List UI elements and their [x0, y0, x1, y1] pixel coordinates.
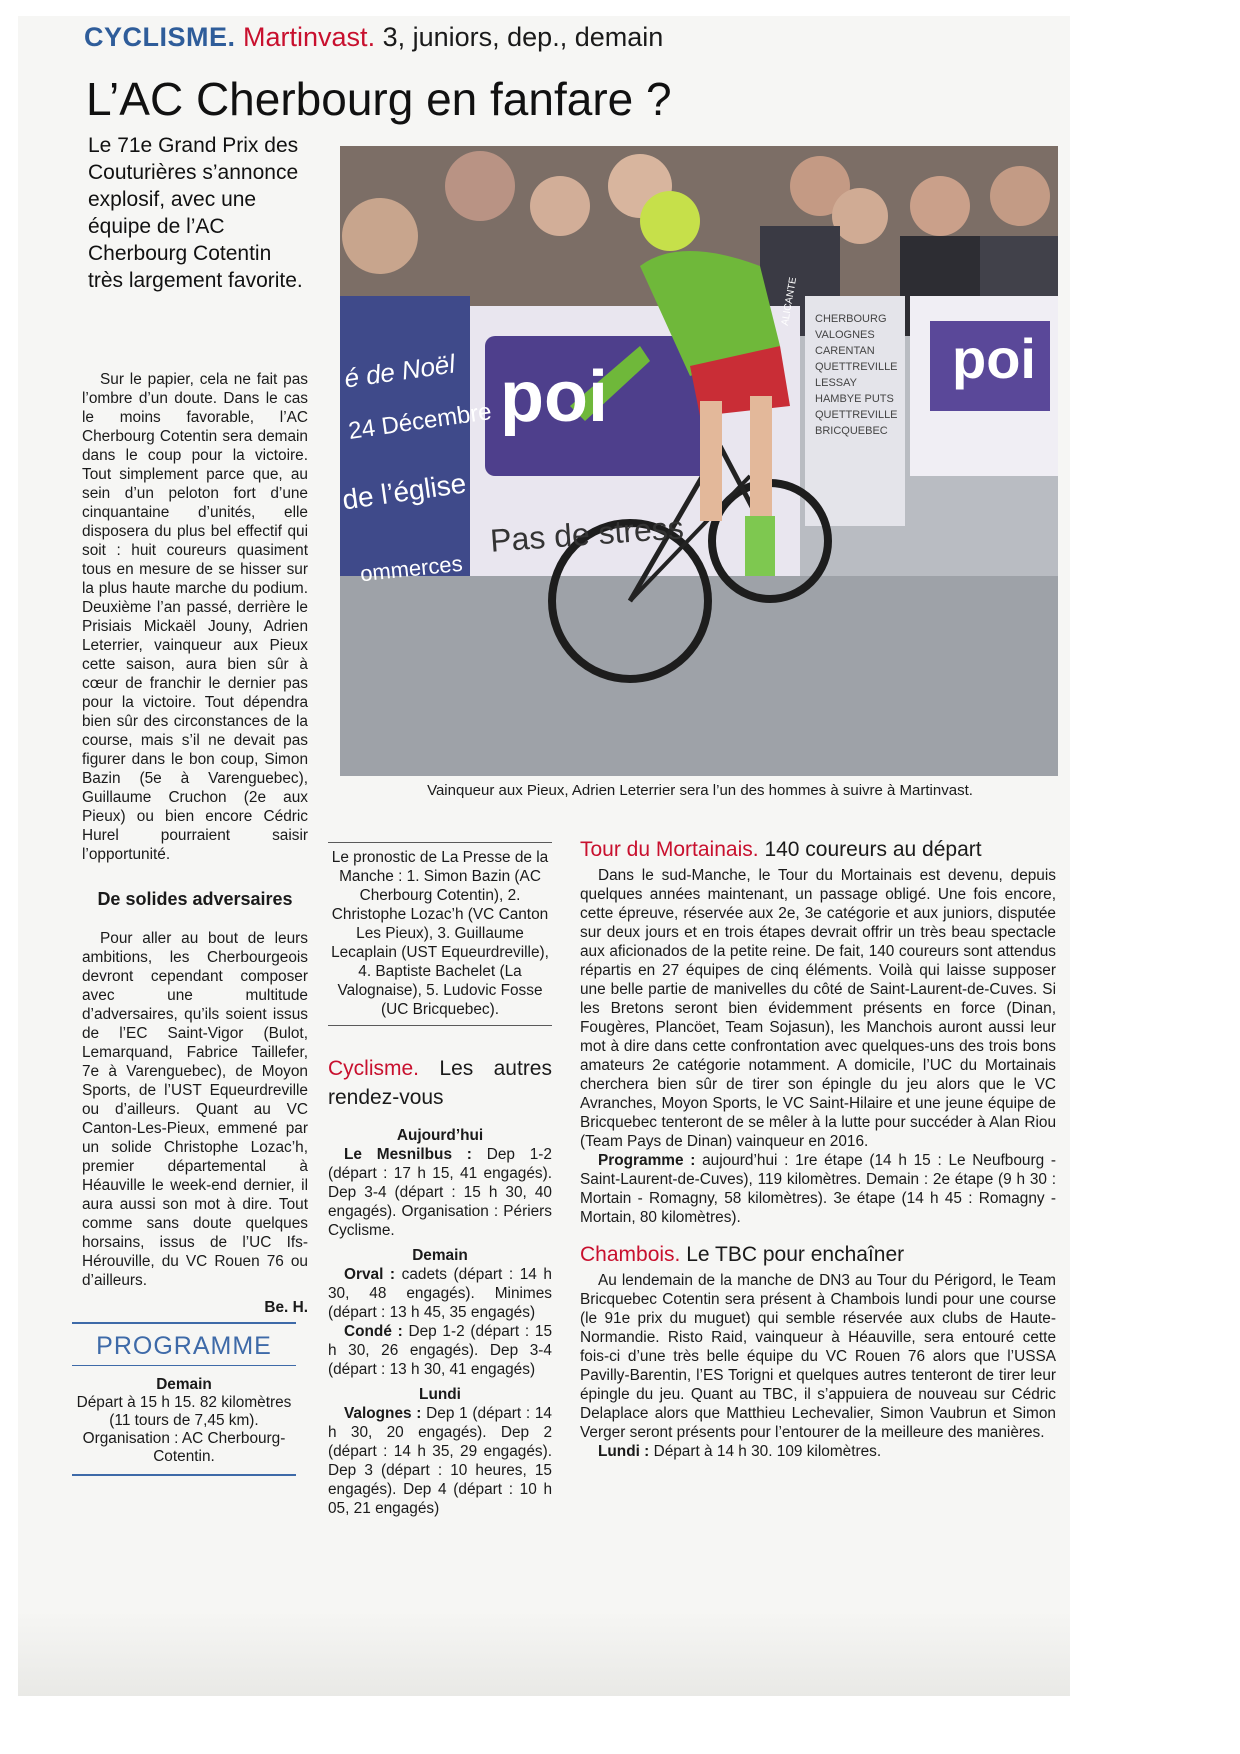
- photo-caption: Vainqueur aux Pieux, Adrien Leterrier sera l’un des hommes à suivre à Martinvast.: [427, 782, 973, 799]
- column-main: [82, 370, 308, 1317]
- paragraph: Pour aller au bout de leurs ambitions, les Cherbourgeois devront cependant composer avec une multitude d’adversaires, qu’ils soient issus de l’EC Saint-Vigor (Bulot, Lemarquand, Fabrice Taillefer, 7e à Varenguebec), de Moyon Sports, de l’UST Equeurdreville ou d’ailleurs. Quant au VC Canton-Les-Pieux, emmené par un solide Christophe Lozac’h, premier départemental à Héauville le week-end dernier, il aura aussi son mot à dire. Tout comme sans doute quelques horsains, issus de l’UC Ifs-Hérouville, du VC Rouen 76 ou d’ailleurs.: [82, 930, 308, 1289]
- programme-details: aujourd’hui : 1re étape (14 h 15 : Le Neufbourg - Saint-Laurent-de-Cuves), 119 kilomètres. Demain : 2e étape (9 h 30 : Mortain - Romagny, 58 kilomètres). 3e étape (14 h 45 : Romagny - Mortain, 80 kilomètres).: [580, 1152, 1057, 1226]
- article-title-rubric: Chambois.: [580, 1243, 681, 1266]
- programme-text: [72, 1366, 296, 1474]
- intertitle: De solides adversaires: [97, 889, 293, 909]
- article-title-rubric: Tour du Mortainais.: [580, 838, 759, 861]
- event-entry: [328, 1265, 552, 1322]
- author-signature: Be. H.: [264, 1299, 308, 1316]
- banner-text: Pas de stress: [488, 509, 685, 559]
- cyclist-photo-illustration: [340, 146, 1058, 776]
- banner-text: 24 Décembre: [346, 398, 494, 445]
- event-entry: [328, 1404, 552, 1518]
- event-place: Condé :: [344, 1323, 403, 1340]
- section-title-text: Les autres rendez-vous: [328, 1057, 552, 1109]
- article-title: [580, 836, 1056, 864]
- cyclist-photo: [340, 146, 1058, 776]
- article-title: [580, 1241, 1056, 1269]
- day-heading: Aujourd’hui: [396, 1127, 484, 1144]
- programme-label: Programme :: [598, 1152, 696, 1169]
- paragraph: Sur le papier, cela ne fait pas l’ombre d’un doute. Dans le cas le moins favorable, l’AC Cherbourg Cotentin sera demain dans le coup pour la victoire. Tout simplement parce que, au sein d’un peloton fort d’une cinquantaine d’unités, elle disposera du plus bel effectif qui soit : huit coureurs quasiment tous en mesure de se hisser sur la plus haute marche du podium. Deuxième l’an passé, derrière le Prisiais Mickaël Jouny, Adrien Leterrier, vainqueur aux Pieux cette saison, aura bien sûr à cœur de franchir le dernier pas pour la victoire. Tout dépendra bien sûr des circonstances de la course, mais s’il ne devait pas figurer dans le bon coup, Simon Bazin (5e à Varenguebec), Guillaume Cruchon (2e aux Pieux) ou bien encore Cédric Hurel pourraient saisir l’opportunité.: [82, 371, 308, 863]
- scan-edge: [18, 1610, 1070, 1696]
- forecast-box: Le pronostic de La Presse de la Manche : 1. Simon Bazin (AC Cherbourg Cotentin), 2. Christophe Lozac’h (VC Canton Les Pieux), 3. Guillaume Lecaplain (UST Equeurdreville), 4. Baptiste Bachelet (La Valognaise), 5. Ludovic Fosse (UC Bricquebec).: [328, 842, 552, 1026]
- paragraph: Dans le sud-Manche, le Tour du Mortainais est devenu, depuis quelques années maintenant, un passage obligé. Une fois encore, cette épreuve, réservée aux 2e, 3e catégorie et aux juniors, disputée sur deux jours et en trois étapes devrait offrir un très beau spectacle aux aficionados de la petite reine. De fait, 140 coureurs sont attendus répartis en 27 équipes de cinq éléments. Voilà qui laisse supposer une belle partie de manivelles du côté de Saint-Laurent-de-Cuves. Si les Bretons seront bien évidemment présents en force (Dinan, Fougères, Plancöet, Team Sojasun), les Manchois auront aussi leur mot à dire dans cette confrontation avec quelques-uns des trois bons amateurs 2e catégorie notamment. A domicile, l’UC du Mortainais cherchera bien sûr de tirer son épingle du jeu alors que le VC Avranches, Moyon Sports, le VC Saint-Hilaire et une jeune équipe de Bricquebec tenteront de se mêler à la lutte pour succéder à Alan Riou (Team Pays de Dinan) vainqueur en 2016.: [580, 867, 1056, 1150]
- programme-details: Départ à 14 h 30. 109 kilomètres.: [653, 1443, 882, 1460]
- programme-line: [580, 1442, 1056, 1461]
- event-details: Dep 1-2 (départ : 17 h 15, 41 engagés). Dep 3-4 (départ : 15 h 30, 40 engagés). Organisation : Périers Cyclisme.: [328, 1146, 552, 1239]
- headline: L’AC Cherbourg en fanfare ?: [86, 73, 672, 125]
- jersey-text: ALICANTE: [779, 276, 800, 327]
- event-place: Le Mesnilbus :: [344, 1146, 472, 1163]
- event-details: cadets (départ : 14 h 30, 48 engagés). Minimes (départ : 13 h 45, 35 engagés): [328, 1266, 552, 1321]
- rubric-label: CYCLISME.: [84, 22, 236, 52]
- event-details: Dep 1 (départ : 14 h 30, 20 engagés). Dep 2 (départ : 14 h 35, 29 engagés). Dep 3 (départ : 10 heures, 15 engagés). Dep 4 (départ : 10 h 05, 21 engagés): [328, 1405, 552, 1517]
- event-details: Dep 1-2 (départ : 15 h 30, 26 engagés). Dep 3-4 (départ : 13 h 30, 41 engagés): [328, 1323, 553, 1378]
- banner-logo: poi: [952, 327, 1036, 390]
- event-place: Valognes :: [344, 1405, 422, 1422]
- event-entry: [328, 1145, 552, 1240]
- day-heading: Demain: [412, 1247, 468, 1264]
- location-label: Martinvast.: [243, 22, 376, 52]
- article-title-text: Le TBC pour enchaîner: [686, 1243, 905, 1266]
- section-title: [328, 1054, 552, 1112]
- race-info: 3, juniors, dep., demain: [382, 22, 664, 52]
- section-title-rubric: Cyclisme.: [328, 1057, 420, 1080]
- programme-label: Lundi :: [598, 1443, 650, 1460]
- article-title-text: 140 coureurs au départ: [764, 838, 982, 861]
- column-secondary: [328, 842, 552, 1518]
- article-kicker: [84, 22, 663, 53]
- programme-details: Départ à 15 h 15. 82 kilomètres (11 tours de 7,45 km). Organisation : AC Cherbourg-Cotentin.: [76, 1394, 292, 1465]
- banner-text: de l’église: [340, 467, 469, 516]
- event-place: Orval :: [344, 1266, 396, 1283]
- programme-title: PROGRAMME: [72, 1324, 296, 1366]
- programme-day: Demain: [156, 1376, 212, 1393]
- banner-text: é de Noël: [342, 348, 457, 394]
- event-entry: [328, 1322, 552, 1379]
- column-right: [580, 836, 1056, 1461]
- banner-list: CHERBOURG VALOGNES CARENTAN QUETTREVILLE LESSAY HAMBYE PUTS QUETTREVILLE BRICQUEBEC: [815, 313, 898, 437]
- programme-box: [72, 1322, 296, 1476]
- standfirst: Le 71e Grand Prix des Couturières s’annonce explosif, avec une équipe de l’AC Cherbourg Cotentin très largement favorite.: [88, 134, 303, 292]
- day-heading: Lundi: [419, 1386, 461, 1403]
- paragraph: Au lendemain de la manche de DN3 au Tour du Périgord, le Team Bricquebec Cotentin sera présent à Chambois lundi pour une course (le 91e prix du muguet) qui semble réservée aux clubs de Haute-Normandie. Risto Raid, vainqueur à Héauville, sera entouré cette fois-ci d’une très belle équipe du VC Rouen 76 alors que l’USSA Pavilly-Barentin, l’ES Torigni et quelques autres tenteront de tirer leur épingle du jeu. Quant au TBC, il s’appuiera de nouveau sur Cédric Delaplace alors que Matthieu Lechevalier, Simon Vaubrun et Simon Verger seront présents pour l’entourer de la meilleure des manières.: [580, 1272, 1056, 1441]
- banner-text: ommerces: [358, 550, 464, 587]
- banner-logo: poi: [500, 357, 608, 437]
- programme-line: [580, 1151, 1056, 1227]
